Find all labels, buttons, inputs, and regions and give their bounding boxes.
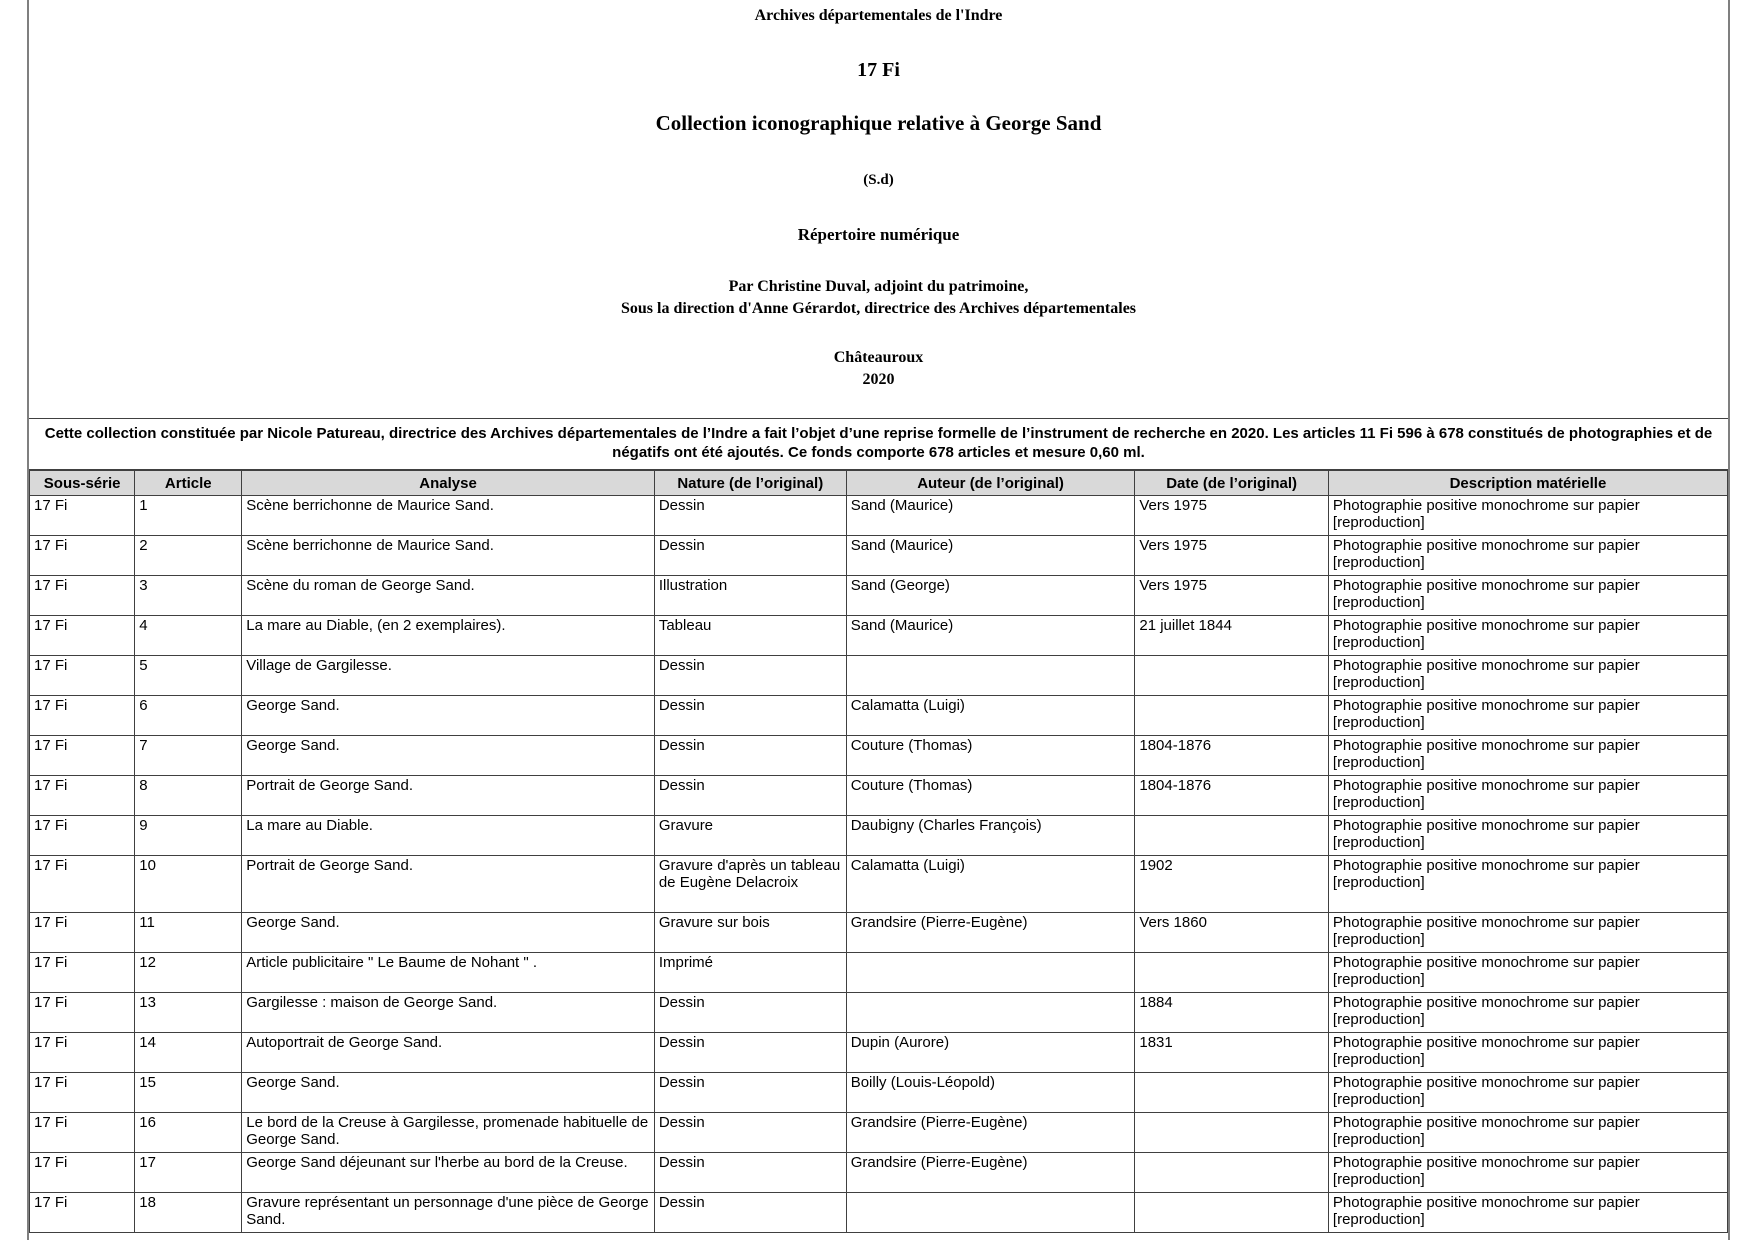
- cell-article: 2: [135, 536, 242, 576]
- cell-article: 11: [135, 913, 242, 953]
- cell-auteur: Couture (Thomas): [846, 736, 1135, 776]
- cell-sous-serie: 17 Fi: [30, 1113, 135, 1153]
- cell-auteur: Grandsire (Pierre-Eugène): [846, 1153, 1135, 1193]
- cell-article: 6: [135, 696, 242, 736]
- cell-auteur: Calamatta (Luigi): [846, 696, 1135, 736]
- author-line-1: Par Christine Duval, adjoint du patrimoine,: [728, 278, 1029, 295]
- cell-description: Photographie positive monochrome sur papier [reproduction]: [1328, 856, 1727, 913]
- column-header-auteur: Auteur (de l’original): [846, 471, 1135, 496]
- cell-nature: Dessin: [654, 993, 846, 1033]
- table-row: [30, 696, 1728, 736]
- cell-article: 13: [135, 993, 242, 1033]
- cell-description: Photographie positive monochrome sur papier [reproduction]: [1328, 993, 1727, 1033]
- cell-sous-serie: 17 Fi: [30, 1033, 135, 1073]
- cell-analyse: Autoportrait de George Sand.: [242, 1033, 655, 1073]
- cell-auteur: Sand (Maurice): [846, 616, 1135, 656]
- place-name: Châteauroux: [833, 349, 924, 366]
- cell-date: [1135, 1073, 1329, 1113]
- cell-description: Photographie positive monochrome sur papier [reproduction]: [1328, 1073, 1727, 1113]
- column-header-nature: Nature (de l’original): [654, 471, 846, 496]
- cell-description: Photographie positive monochrome sur papier [reproduction]: [1328, 1113, 1727, 1153]
- cell-date: [1135, 656, 1329, 696]
- column-header-analyse: Analyse: [242, 471, 655, 496]
- cell-nature: Dessin: [654, 696, 846, 736]
- cell-analyse: Portrait de George Sand.: [242, 776, 655, 816]
- cell-analyse: Scène berrichonne de Maurice Sand.: [242, 496, 655, 536]
- series-number: 17 Fi: [857, 59, 900, 81]
- cell-nature: Dessin: [654, 496, 846, 536]
- cell-sous-serie: 17 Fi: [30, 993, 135, 1033]
- institution-name: Archives départementales de l'Indre: [754, 7, 1003, 24]
- cell-article: 12: [135, 953, 242, 993]
- cell-analyse: George Sand.: [242, 913, 655, 953]
- cell-article: 16: [135, 1113, 242, 1153]
- cell-auteur: Sand (George): [846, 576, 1135, 616]
- cell-date: Vers 1860: [1135, 913, 1329, 953]
- cell-article: 4: [135, 616, 242, 656]
- publication-year: 2020: [862, 371, 895, 388]
- author-line-2: Sous la direction d'Anne Gérardot, directrice des Archives départementales: [620, 300, 1137, 317]
- table-row: [30, 616, 1728, 656]
- cell-auteur: [846, 953, 1135, 993]
- cell-auteur: Sand (Maurice): [846, 496, 1135, 536]
- cell-sous-serie: 17 Fi: [30, 913, 135, 953]
- cell-description: Photographie positive monochrome sur papier [reproduction]: [1328, 576, 1727, 616]
- cell-nature: Dessin: [654, 536, 846, 576]
- cell-nature: Gravure sur bois: [654, 913, 846, 953]
- title-block: [29, 0, 1728, 418]
- cell-description: Photographie positive monochrome sur papier [reproduction]: [1328, 913, 1727, 953]
- table-row: [30, 1193, 1728, 1233]
- cell-description: Photographie positive monochrome sur papier [reproduction]: [1328, 496, 1727, 536]
- cell-auteur: [846, 1193, 1135, 1233]
- table-row: [30, 953, 1728, 993]
- cell-date: [1135, 1113, 1329, 1153]
- cell-article: 8: [135, 776, 242, 816]
- cell-auteur: Boilly (Louis-Léopold): [846, 1073, 1135, 1113]
- column-header-article: Article: [135, 471, 242, 496]
- cell-auteur: Dupin (Aurore): [846, 1033, 1135, 1073]
- cell-article: 14: [135, 1033, 242, 1073]
- cell-nature: Dessin: [654, 1113, 846, 1153]
- cell-description: Photographie positive monochrome sur papier [reproduction]: [1328, 656, 1727, 696]
- cell-description: Photographie positive monochrome sur papier [reproduction]: [1328, 1033, 1727, 1073]
- cell-sous-serie: 17 Fi: [30, 536, 135, 576]
- document-page: [27, 0, 1730, 1240]
- cell-analyse: George Sand déjeunant sur l'herbe au bord de la Creuse.: [242, 1153, 655, 1193]
- cell-date: [1135, 696, 1329, 736]
- table-row: [30, 776, 1728, 816]
- table-row: [30, 993, 1728, 1033]
- cell-description: Photographie positive monochrome sur papier [reproduction]: [1328, 953, 1727, 993]
- cell-auteur: Couture (Thomas): [846, 776, 1135, 816]
- cell-analyse: La mare au Diable, (en 2 exemplaires).: [242, 616, 655, 656]
- cell-nature: Illustration: [654, 576, 846, 616]
- cell-sous-serie: 17 Fi: [30, 496, 135, 536]
- cell-date: Vers 1975: [1135, 576, 1329, 616]
- cell-date: 1831: [1135, 1033, 1329, 1073]
- cell-article: 10: [135, 856, 242, 913]
- cell-description: Photographie positive monochrome sur papier [reproduction]: [1328, 536, 1727, 576]
- cell-nature: Dessin: [654, 1193, 846, 1233]
- cell-analyse: George Sand.: [242, 1073, 655, 1113]
- cell-nature: Tableau: [654, 616, 846, 656]
- cell-analyse: Gargilesse : maison de George Sand.: [242, 993, 655, 1033]
- table-row: [30, 576, 1728, 616]
- cell-nature: Imprimé: [654, 953, 846, 993]
- table-row: [30, 856, 1728, 913]
- cell-sous-serie: 17 Fi: [30, 616, 135, 656]
- cell-article: 15: [135, 1073, 242, 1113]
- cell-description: Photographie positive monochrome sur papier [reproduction]: [1328, 1193, 1727, 1233]
- cell-sous-serie: 17 Fi: [30, 696, 135, 736]
- cell-description: Photographie positive monochrome sur papier [reproduction]: [1328, 616, 1727, 656]
- cell-sous-serie: 17 Fi: [30, 776, 135, 816]
- cell-analyse: Portrait de George Sand.: [242, 856, 655, 913]
- cell-date: 1884: [1135, 993, 1329, 1033]
- cell-date: [1135, 1193, 1329, 1233]
- cell-sous-serie: 17 Fi: [30, 1073, 135, 1113]
- cell-analyse: Scène du roman de George Sand.: [242, 576, 655, 616]
- table-row: [30, 536, 1728, 576]
- header-row: [30, 471, 1728, 496]
- table-row: [30, 656, 1728, 696]
- cell-sous-serie: 17 Fi: [30, 736, 135, 776]
- cell-description: Photographie positive monochrome sur papier [reproduction]: [1328, 696, 1727, 736]
- cell-sous-serie: 17 Fi: [30, 816, 135, 856]
- cell-sous-serie: 17 Fi: [30, 856, 135, 913]
- author-lines: [29, 276, 1728, 320]
- cell-nature: Dessin: [654, 1073, 846, 1113]
- cell-date: 21 juillet 1844: [1135, 616, 1329, 656]
- cell-sous-serie: 17 Fi: [30, 656, 135, 696]
- cell-article: 1: [135, 496, 242, 536]
- table-row: [30, 736, 1728, 776]
- cell-analyse: Village de Gargilesse.: [242, 656, 655, 696]
- collection-title: Collection iconographique relative à George Sand: [655, 111, 1102, 135]
- catalog-table-header: [30, 471, 1728, 496]
- cell-analyse: Scène berrichonne de Maurice Sand.: [242, 536, 655, 576]
- table-row: [30, 1033, 1728, 1073]
- table-row: [30, 913, 1728, 953]
- table-row: [30, 496, 1728, 536]
- cell-date: [1135, 1153, 1329, 1193]
- cell-auteur: Calamatta (Luigi): [846, 856, 1135, 913]
- cell-auteur: Grandsire (Pierre-Eugène): [846, 1113, 1135, 1153]
- cell-date: Vers 1975: [1135, 536, 1329, 576]
- cell-article: 5: [135, 656, 242, 696]
- column-header-sous-serie: Sous-série: [30, 471, 135, 496]
- cell-nature: Dessin: [654, 1033, 846, 1073]
- cell-analyse: Le bord de la Creuse à Gargilesse, promenade habituelle de George Sand.: [242, 1113, 655, 1153]
- cell-auteur: [846, 993, 1135, 1033]
- cell-sous-serie: 17 Fi: [30, 1193, 135, 1233]
- column-header-date: Date (de l’original): [1135, 471, 1329, 496]
- cell-sous-serie: 17 Fi: [30, 1153, 135, 1193]
- cell-nature: Gravure: [654, 816, 846, 856]
- cell-nature: Dessin: [654, 656, 846, 696]
- cell-description: Photographie positive monochrome sur papier [reproduction]: [1328, 1153, 1727, 1193]
- table-row: [30, 816, 1728, 856]
- place-year: [29, 347, 1728, 391]
- cell-date: 1804-1876: [1135, 736, 1329, 776]
- cell-analyse: George Sand.: [242, 736, 655, 776]
- cell-nature: Dessin: [654, 1153, 846, 1193]
- cell-description: Photographie positive monochrome sur papier [reproduction]: [1328, 776, 1727, 816]
- cell-date: 1804-1876: [1135, 776, 1329, 816]
- cell-nature: Dessin: [654, 776, 846, 816]
- table-row: [30, 1153, 1728, 1193]
- cell-article: 9: [135, 816, 242, 856]
- cell-article: 3: [135, 576, 242, 616]
- table-row: [30, 1073, 1728, 1113]
- cell-article: 17: [135, 1153, 242, 1193]
- catalog-table-body: [30, 496, 1728, 1233]
- date-note: (S.d): [863, 172, 894, 188]
- cell-date: 1902: [1135, 856, 1329, 913]
- cell-nature: Gravure d'après un tableau de Eugène Delacroix: [654, 856, 846, 913]
- cell-date: [1135, 953, 1329, 993]
- document-subtitle: Répertoire numérique: [797, 225, 960, 244]
- intro-paragraph: Cette collection constituée par Nicole Patureau, directrice des Archives départementales de l’Indre a fait l’objet d’une reprise formelle de l’instrument de recherche en 2020. Les articles 11 Fi 596 à 678 constitués de photographies et de négatifs ont été ajoutés. Ce fonds comporte 678 articles et mesure 0,60 ml.: [29, 418, 1728, 470]
- cell-analyse: Article publicitaire " Le Baume de Nohant " .: [242, 953, 655, 993]
- cell-description: Photographie positive monochrome sur papier [reproduction]: [1328, 736, 1727, 776]
- cell-auteur: Sand (Maurice): [846, 536, 1135, 576]
- cell-date: [1135, 816, 1329, 856]
- catalog-table: [29, 470, 1728, 1233]
- cell-auteur: Daubigny (Charles François): [846, 816, 1135, 856]
- table-row: [30, 1113, 1728, 1153]
- cell-sous-serie: 17 Fi: [30, 953, 135, 993]
- cell-auteur: [846, 656, 1135, 696]
- cell-date: Vers 1975: [1135, 496, 1329, 536]
- cell-sous-serie: 17 Fi: [30, 576, 135, 616]
- cell-analyse: La mare au Diable.: [242, 816, 655, 856]
- cell-analyse: George Sand.: [242, 696, 655, 736]
- cell-description: Photographie positive monochrome sur papier [reproduction]: [1328, 816, 1727, 856]
- cell-auteur: Grandsire (Pierre-Eugène): [846, 913, 1135, 953]
- cell-article: 7: [135, 736, 242, 776]
- cell-article: 18: [135, 1193, 242, 1233]
- column-header-description: Description matérielle: [1328, 471, 1727, 496]
- cell-nature: Dessin: [654, 736, 846, 776]
- cell-analyse: Gravure représentant un personnage d'une pièce de George Sand.: [242, 1193, 655, 1233]
